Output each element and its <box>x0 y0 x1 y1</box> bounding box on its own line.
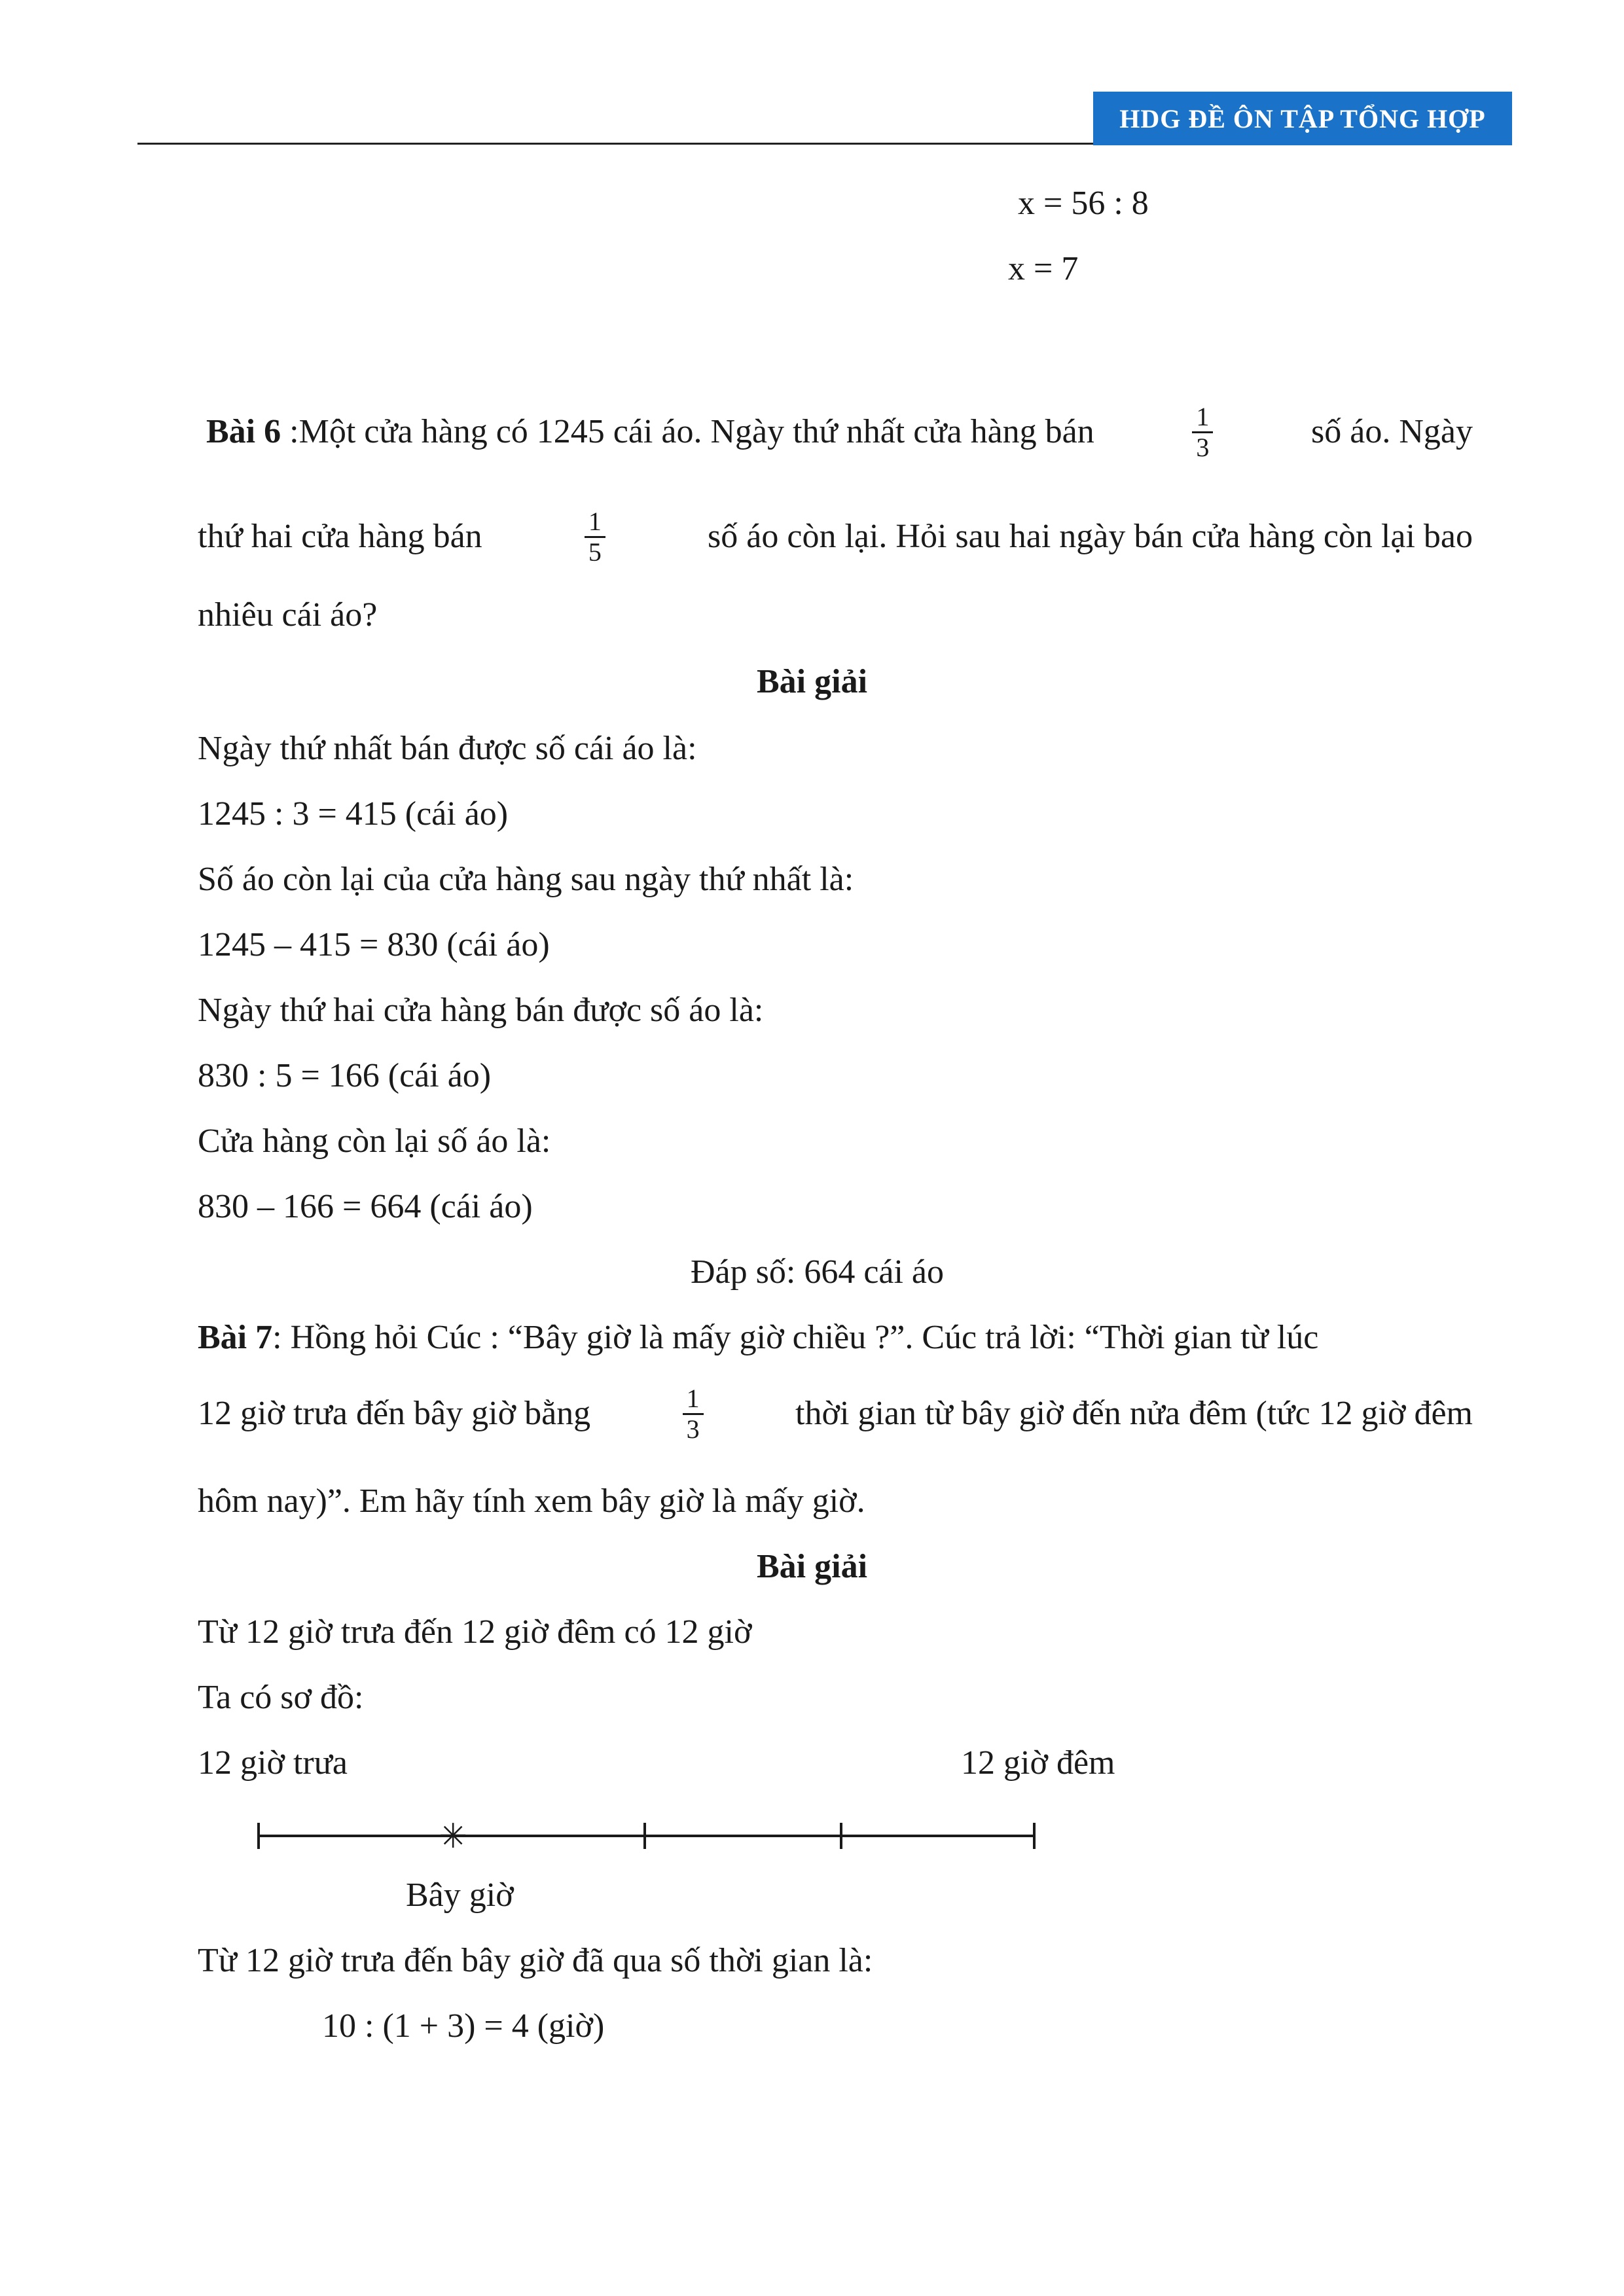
bai6-step-1: Ngày thứ nhất bán được số cái áo là: <box>198 730 697 767</box>
bai6-label: Bài 6 <box>206 413 281 450</box>
fraction-numerator: 1 <box>585 507 605 538</box>
bai6-text-1-tail: số áo. Ngày <box>1311 413 1473 450</box>
bai6-step-7: Cửa hàng còn lại số áo là: <box>198 1122 551 1160</box>
bai7-label: Bài 7 <box>198 1319 273 1356</box>
bai6-answer: Đáp số: 664 cái áo <box>691 1253 945 1291</box>
bai7-line-4: 10 : (1 + 3) = 4 (giờ) <box>322 2007 605 2045</box>
prev-equation-1: x = 56 : 8 <box>1018 185 1149 222</box>
fraction-numerator: 1 <box>683 1384 704 1415</box>
bai6-step-2: 1245 : 3 = 415 (cái áo) <box>198 795 509 833</box>
bai7-line-3: Từ 12 giờ trưa đến bây giờ đã qua số thời gian là: <box>198 1942 873 1979</box>
bai6-step-5: Ngày thứ hai cửa hàng bán được số áo là: <box>198 992 764 1029</box>
bai7-text-2-tail: thời gian từ bây giờ đến nửa đêm (tức 12 giờ đêm <box>795 1395 1473 1432</box>
fraction-numerator: 1 <box>1192 403 1213 433</box>
bai7-text-3: hôm nay)”. Em hãy tính xem bây giờ là mấy giờ. <box>198 1482 865 1520</box>
diagram-left-label: 12 giờ trưa <box>198 1744 348 1782</box>
header-badge: HDG ĐỀ ÔN TẬP TỔNG HỢP <box>1093 92 1512 145</box>
fraction-denominator: 3 <box>686 1414 700 1444</box>
diagram-marker-label: Bây giờ <box>406 1876 514 1914</box>
bai6-text-1: :Một cửa hàng có 1245 cái áo. Ngày thứ nhất cửa hàng bán <box>281 413 1094 450</box>
bai6-text-2: thứ hai cửa hàng bán <box>198 518 482 555</box>
bai6-step-4: 1245 – 415 = 830 (cái áo) <box>198 926 550 963</box>
bai7-line-2: Ta có sơ đồ: <box>198 1679 364 1716</box>
bai7-text-1: : Hồng hỏi Cúc : “Bây giờ là mấy giờ chiều ?”. Cúc trả lời: “Thời gian từ lúc <box>272 1319 1319 1356</box>
bai6-step-3: Số áo còn lại của cửa hàng sau ngày thứ nhất là: <box>198 861 854 898</box>
bai6-step-6: 830 : 5 = 166 (cái áo) <box>198 1057 492 1094</box>
fraction-denominator: 3 <box>1196 432 1210 462</box>
bai6-step-8: 830 – 166 = 664 (cái áo) <box>198 1188 533 1225</box>
bai6-text-2-tail: số áo còn lại. Hỏi sau hai ngày bán cửa hàng còn lại bao <box>708 518 1473 555</box>
bai6-solution-heading: Bài giải <box>756 663 868 700</box>
diagram-now-marker: ✳ <box>439 1817 467 1856</box>
diagram-right-label: 12 giờ đêm <box>961 1744 1115 1782</box>
bai7-line-1: Từ 12 giờ trưa đến 12 giờ đêm có 12 giờ <box>198 1613 752 1651</box>
bai6-text-3: nhiêu cái áo? <box>198 596 378 634</box>
bai7-text-2: 12 giờ trưa đến bây giờ bằng <box>198 1395 591 1432</box>
prev-equation-2: x = 7 <box>1008 250 1079 287</box>
bai7-solution-heading: Bài giải <box>756 1548 868 1585</box>
fraction-denominator: 5 <box>588 537 602 567</box>
